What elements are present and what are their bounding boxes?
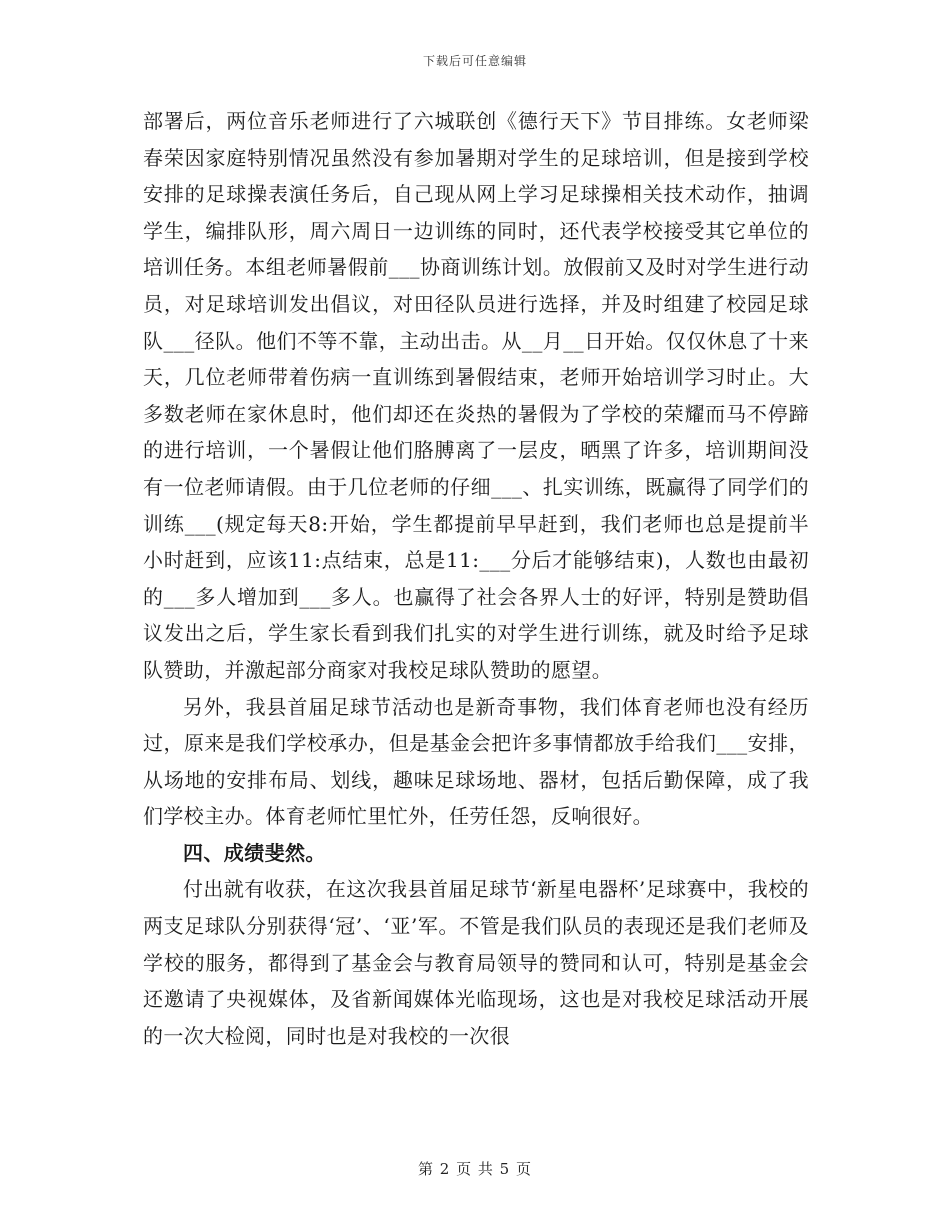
- section-heading-4: 四、成绩斐然。: [183, 840, 326, 865]
- document-body: [143, 103, 809, 1054]
- page-number-footer: 第 2 页 共 5 页: [418, 1160, 532, 1178]
- page-header: 下载后可任意编辑: [422, 54, 527, 68]
- body-paragraph-1: 部署后，两位音乐老师进行了六城联创《德行天下》节目排练。女老师梁春荣因家庭特别情况虽然没有参加暑期对学生的足球培训，但是接到学校安排的足球操表演任务后，自己现从网上学习足球操相关技术动作，抽调学生，编排队形，周六周日一边训练的同时，还代表学校接受其它单位的培训任务。本组老师暑假前___协商训练计划。放假前又及时对学生进行动员，对足球培训发出倡议，对田径队员进行选择，并及时组建了校园足球队___径队。他们不等不靠，主动出击。从__月__日开始。仅仅休息了十来天，几位老师带着伤病一直训练到暑假结束，老师开始培训学习时止。大多数老师在家休息时，他们却还在炎热的暑假为了学校的荣耀而马不停蹄的进行培训，一个暑假让他们胳膊离了一层皮，晒黑了许多，培训期间没有一位老师请假。由于几位老师的仔细___、扎实训练，既赢得了同学们的训练___(规定每天8:开始，学生都提前早早赶到，我们老师也总是提前半小时赶到，应该11:点结束，总是11:___分后才能够结束)，人数也由最初的___多人增加到___多人。也赢得了社会各界人士的好评，特别是赞助倡议发出之后，学生家长看到我们扎实的对学生进行训练，就及时给予足球队赞助，并激起部分商家对我校足球队赞助的愿望。: [143, 109, 809, 682]
- body-paragraph-2: 另外，我县首届足球节活动也是新奇事物，我们体育老师也没有经历过，原来是我们学校承办，但是基金会把许多事情都放手给我们___安排，从场地的安排布局、划线，趣味足球场地、器材，包括后勤保障，成了我们学校主办。体育老师忙里忙外，任劳任怨，反响很好。: [143, 694, 809, 829]
- body-paragraph-3: 付出就有收获，在这次我县首届足球节‘新星电器杯’足球赛中，我校的两支足球队分别获得‘冠’、‘亚’军。不管是我们队员的表现还是我们老师及学校的服务，都得到了基金会与教育局领导的赞同和认可，特别是基金会还邀请了央视媒体，及省新闻媒体光临现场，这也是对我校足球活动开展的一次大检阅，同时也是对我校的一次很: [143, 877, 809, 1048]
